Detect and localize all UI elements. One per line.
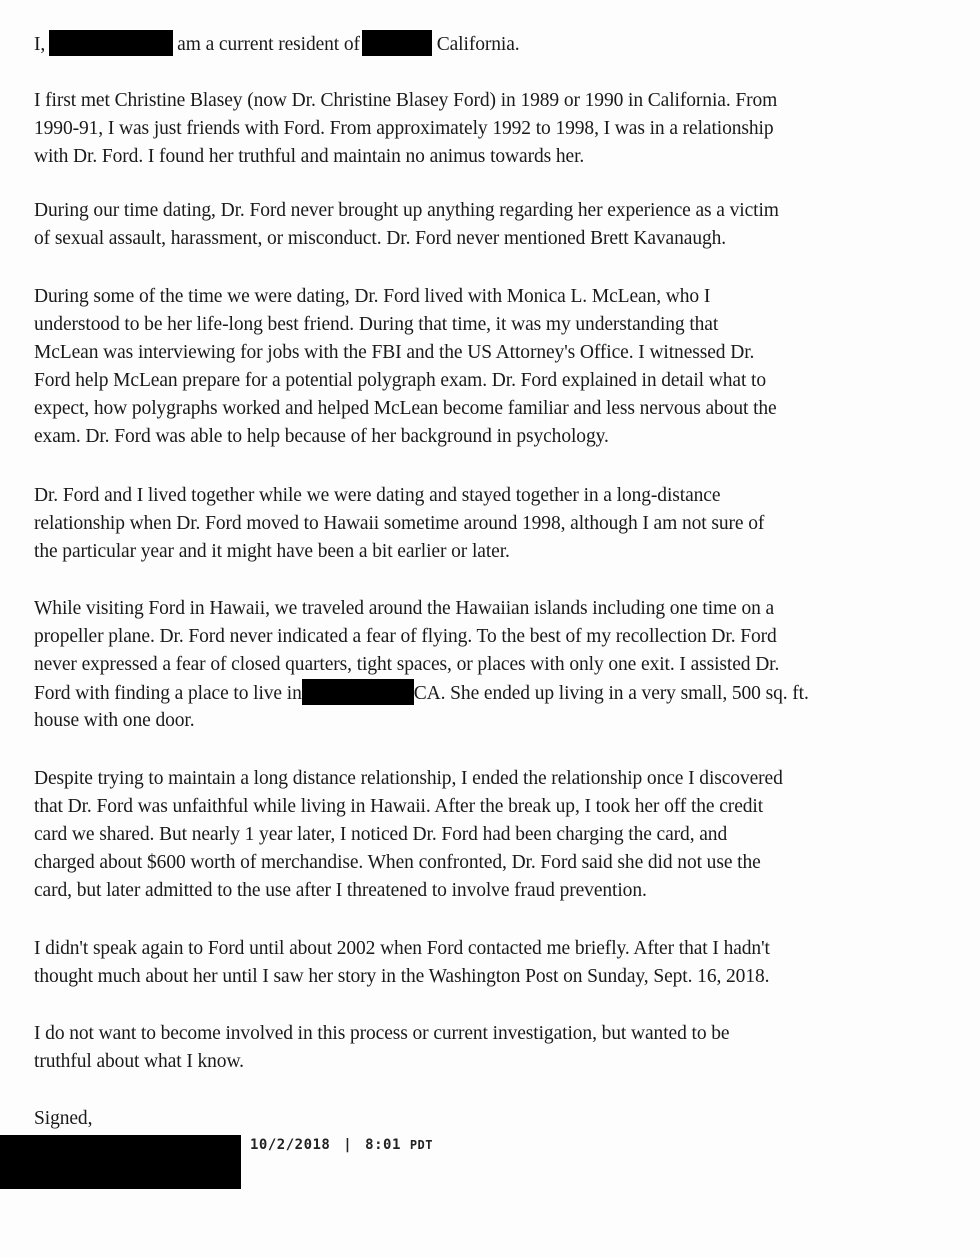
- paragraph-3-line-3: McLean was interviewing for jobs with the FBI and the US Attorney's Office. I witnessed Dr.: [34, 342, 755, 363]
- redaction-location: [302, 679, 414, 705]
- paragraph-3-line-1: During some of the time we were dating, Dr. Ford lived with Monica L. McLean, who I: [34, 286, 711, 307]
- paragraph-1-line-3: with Dr. Ford. I found her truthful and maintain no animus towards her.: [34, 146, 585, 167]
- intro-suffix: California.: [436, 34, 520, 55]
- paragraph-5-line-1: While visiting Ford in Hawaii, we traveled around the Hawaiian islands including one time on a: [34, 598, 775, 619]
- paragraph-1-line-1: I first met Christine Blasey (now Dr. Christine Blasey Ford) in 1989 or 1990 in California. From: [34, 90, 778, 111]
- hawaii-line-after: CA. She ended up living in a very small, 500 sq. ft.: [413, 683, 809, 704]
- paragraph-8-line-2: truthful about what I know.: [34, 1051, 244, 1072]
- paragraph-6-line-4: charged about $600 worth of merchandise. When confronted, Dr. Ford said she did not use the: [34, 852, 761, 873]
- paragraph-3-line-2: understood to be her life-long best friend. During that time, it was my understanding that: [34, 314, 719, 335]
- redaction-city: [362, 30, 432, 56]
- paragraph-4-line-2: relationship when Dr. Ford moved to Hawaii sometime around 1998, although I am not sure of: [34, 513, 765, 534]
- paragraph-5-line-4: [34, 679, 809, 708]
- signature-separator: |: [343, 1137, 353, 1153]
- intro-prefix: I,: [34, 34, 46, 55]
- paragraph-8-line-1: I do not want to become involved in this process or current investigation, but wanted to be: [34, 1023, 730, 1044]
- paragraph-2-line-1: During our time dating, Dr. Ford never brought up anything regarding her experience as a victim: [34, 200, 779, 221]
- redaction-signature: [0, 1135, 241, 1189]
- signed-label: Signed,: [34, 1108, 93, 1129]
- paragraph-3-line-6: exam. Dr. Ford was able to help because of her background in psychology.: [34, 426, 609, 447]
- paragraph-6-line-5: card, but later admitted to the use after I threatened to involve fraud prevention.: [34, 880, 647, 901]
- paragraph-1-line-2: 1990-91, I was just friends with Ford. From approximately 1992 to 1998, I was in a relationship: [34, 118, 774, 139]
- paragraph-5-line-3: never expressed a fear of closed quarters, tight spaces, or places with only one exit. I assisted Dr.: [34, 654, 780, 675]
- paragraph-7-line-2: thought much about her until I saw her story in the Washington Post on Sunday, Sept. 16, 2018.: [34, 966, 770, 987]
- intro-line: [34, 30, 520, 59]
- paragraph-3-line-4: Ford help McLean prepare for a potential polygraph exam. Dr. Ford explained in detail what to: [34, 370, 767, 391]
- signature-time: 8:01: [365, 1137, 401, 1153]
- paragraph-5-line-2: propeller plane. Dr. Ford never indicated a fear of flying. To the best of my recollection Dr. Ford: [34, 626, 777, 647]
- paragraph-7-line-1: I didn't speak again to Ford until about 2002 when Ford contacted me briefly. After that I hadn't: [34, 938, 770, 959]
- hawaii-line-before: Ford with finding a place to live in: [34, 683, 302, 704]
- paragraph-5-line-5: house with one door.: [34, 710, 195, 731]
- paragraph-6-line-3: card we shared. But nearly 1 year later, I noticed Dr. Ford had been charging the card, and: [34, 824, 728, 845]
- intro-middle: am a current resident of: [177, 34, 360, 55]
- paragraph-3-line-5: expect, how polygraphs worked and helped McLean become familiar and less nervous about the: [34, 398, 777, 419]
- signature-timezone: PDT: [409, 1138, 434, 1152]
- paragraph-6-line-1: Despite trying to maintain a long distance relationship, I ended the relationship once I discovered: [34, 768, 783, 789]
- redaction-name: [49, 30, 173, 56]
- paragraph-2-line-2: of sexual assault, harassment, or misconduct. Dr. Ford never mentioned Brett Kavanaugh.: [34, 228, 727, 249]
- signature-timestamp: [250, 1131, 433, 1159]
- paragraph-4-line-3: the particular year and it might have been a bit earlier or later.: [34, 541, 510, 562]
- signature-date: 10/2/2018: [250, 1137, 331, 1153]
- paragraph-4-line-1: Dr. Ford and I lived together while we were dating and stayed together in a long-distance: [34, 485, 721, 506]
- paragraph-6-line-2: that Dr. Ford was unfaithful while living in Hawaii. After the break up, I took her off the credit: [34, 796, 764, 817]
